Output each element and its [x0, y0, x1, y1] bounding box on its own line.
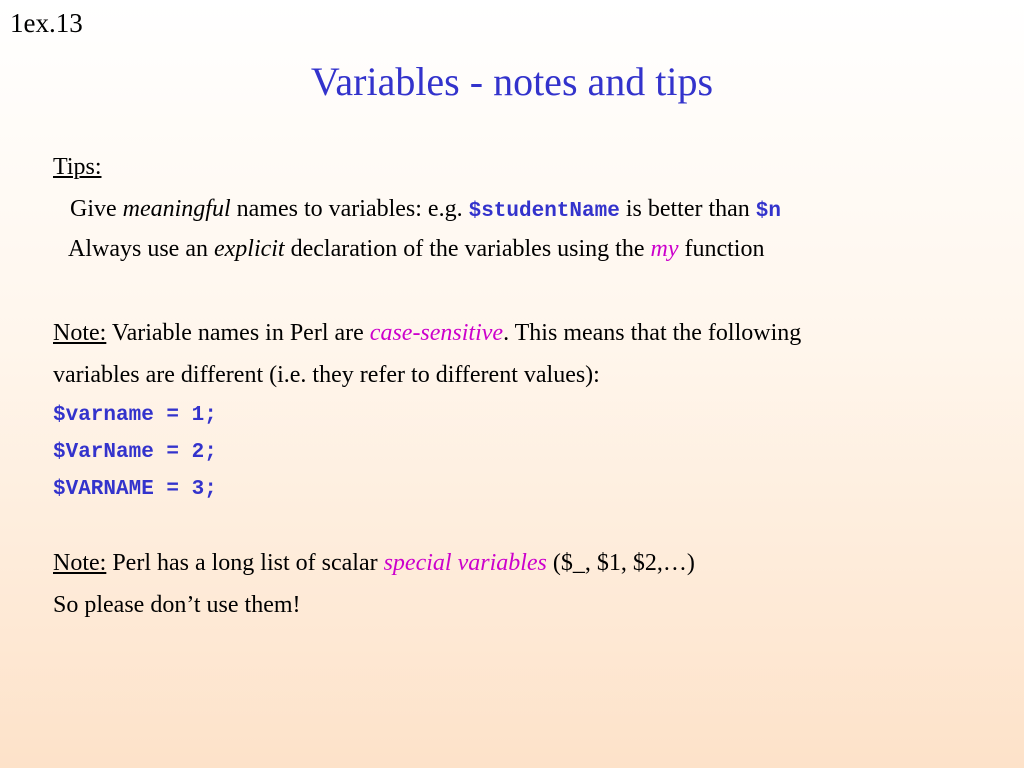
tip-explicit-declaration: [68, 236, 764, 263]
code-line-2: $VarName = 2;: [53, 441, 217, 464]
text: Give: [70, 196, 123, 222]
code-studentname: $studentName: [468, 200, 620, 223]
code-line-1: $varname = 1;: [53, 404, 217, 427]
note-case-sensitive-line2: variables are different (i.e. they refer to different values):: [53, 362, 600, 388]
highlight-special-variables: special variables: [383, 550, 547, 576]
note-special-variables-line2: So please don’t use them!: [53, 592, 301, 618]
text: names to variables: e.g.: [230, 196, 469, 222]
highlight-case-sensitive: case-sensitive: [369, 320, 504, 346]
text: . This means that the following: [503, 320, 802, 346]
slide-title: Variables - notes and tips: [310, 59, 714, 104]
text: Perl has a long list of scalar: [106, 550, 384, 576]
slide-number: 1ex.13: [10, 8, 83, 38]
keyword-my: my: [650, 236, 679, 262]
tips-label: Tips:: [53, 154, 102, 180]
code-line-3: $VARNAME = 3;: [53, 478, 217, 501]
text: is better than: [619, 196, 756, 222]
note-label: Note:: [53, 550, 107, 576]
emphasis-explicit: explicit: [213, 236, 285, 262]
note-label: Note:: [53, 320, 107, 346]
text: function: [678, 236, 765, 262]
text: Variable names in Perl are: [106, 320, 370, 346]
emphasis-meaningful: meaningful: [122, 196, 231, 222]
tips-heading: [53, 154, 102, 181]
text: Always use an: [68, 236, 214, 262]
note-special-variables: [53, 550, 695, 577]
note-case-sensitive: [53, 320, 801, 347]
text: ($_, $1, $2,…): [546, 550, 695, 576]
text: declaration of the variables using the: [284, 236, 651, 262]
tip-meaningful-names: [70, 196, 781, 223]
code-n: $n: [755, 200, 782, 223]
